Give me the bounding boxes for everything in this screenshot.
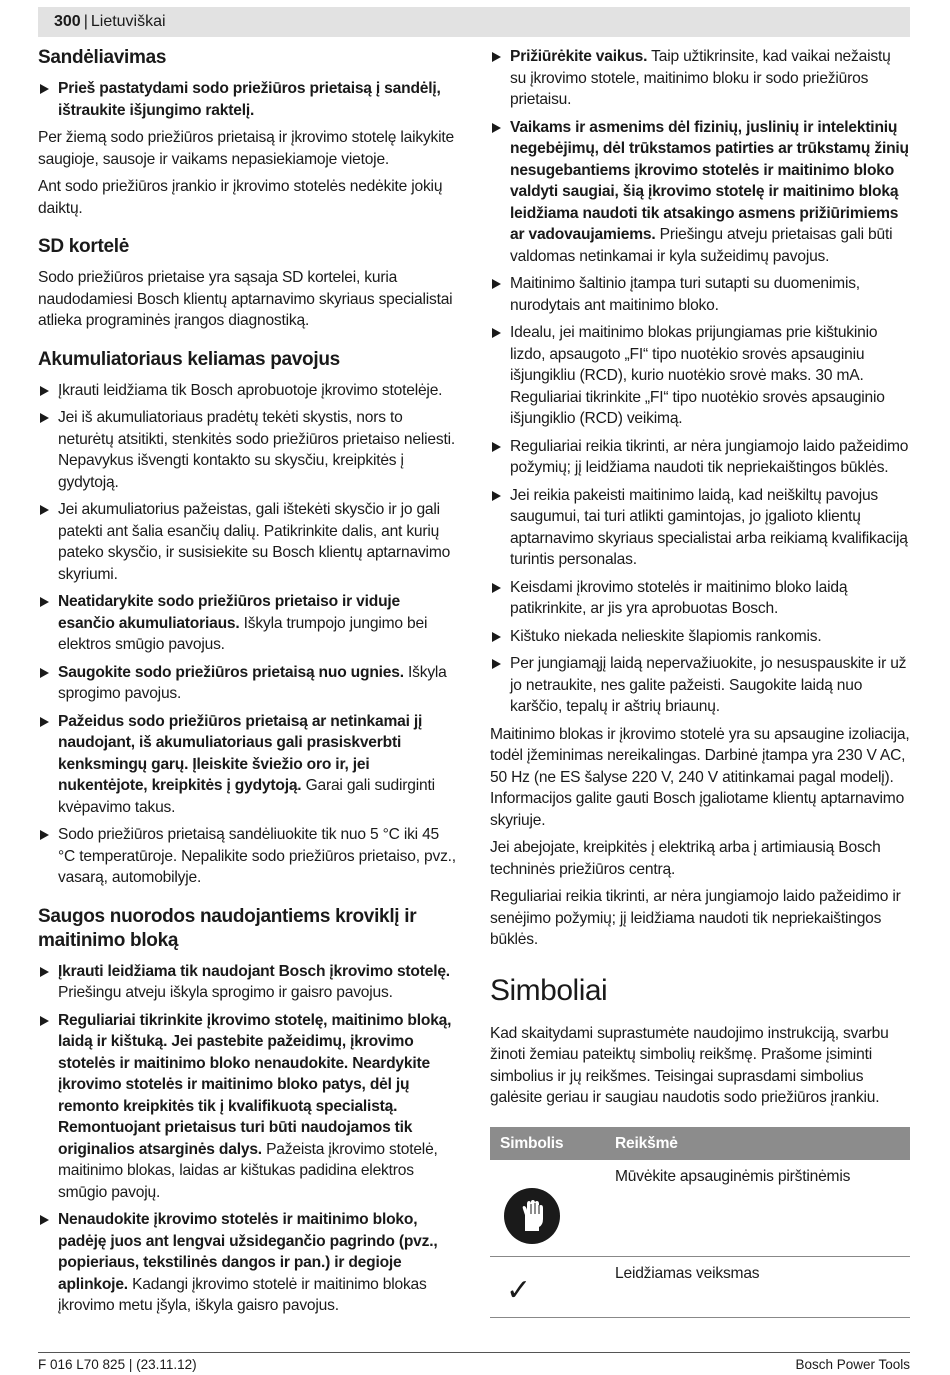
charger-bullet: Įkrauti leidžiama tik naudojant Bosch įkrovimo stotelę. Priešingu atveju iškyla sprogimo ir gaisro pavojus.	[38, 961, 458, 1004]
safety-bullet: Maitinimo šaltinio įtampa turi sutapti su duomenimis, nurodytais ant maitinimo bloko.	[490, 273, 910, 316]
service-paragraph: Jei abejojate, kreipkitės į elektriką arba į artimiausią Bosch techninės priežiūros centrą.	[490, 839, 881, 878]
safety-bullet: Jei reikia pakeisti maitinimo laidą, kad neiškiltų pavojus saugumui, tai turi atlikti gamintojas, jo įgalioto klientų aptarnavimo skyriaus specialistai arba reikiamą kvalifikaciją turintis personalas.	[490, 485, 910, 571]
header-separator: |	[83, 13, 88, 30]
safety-bullet: Idealu, jei maitinimo blokas prijungiamas prie kištukinio lizdo, apsaugoto „FI“ tipo nuotėkio srovės apsauginiu išjungikliu (RCD), kurio nuotėkio srovė maks. 30 mA. Reguliariai tikrinkite „FI“ tipo nuotėkio srovės apsauginio išjungiklio (RCD) veikimą.	[490, 322, 910, 430]
safety-bullet: Prižiūrėkite vaikus. Taip užtikrinsite, kad vaikai nežaistų su įkrovimo stotele, maitinimo bloku ir sodo priežiūros prietaisu.	[490, 46, 910, 111]
bullet-arrow-icon	[492, 123, 501, 133]
symbol-column-header: Simbolis	[490, 1127, 605, 1161]
bullet-arrow-icon	[492, 632, 501, 642]
bullet-arrow-icon	[40, 1215, 49, 1225]
battery-bullet: Sodo priežiūros prietaisą sandėliuokite tik nuo 5 °C iki 45 °C temperatūroje. Nepalikite sodo priežiūros prietaiso, pvz., vasarą, automobilyje.	[38, 824, 458, 889]
bullet-arrow-icon	[40, 830, 49, 840]
safety-bullet: Vaikams ir asmenims dėl fizinių, juslinių ir intelektinių negebėjimų, dėl trūkstamos patirties ar trūkstamų žinių nesugebantiems įkrovimo stotelės ir maitinimo bloko valdyti saugiai, šią įkrovimo stotelę ir maitinimo bloką leidžiama naudoti tik atsakingo asmens prižiūrimiems ar vadovaujamiems. Priešingu atveju prietaisas gali būti valdomas netinkamai ir kyla sužeidimų pavojus.	[490, 117, 910, 268]
bullet-arrow-icon	[40, 597, 49, 607]
bullet-arrow-icon	[40, 1016, 49, 1026]
left-column	[38, 46, 458, 1323]
bullet-arrow-icon	[40, 717, 49, 727]
battery-bullet: Pažeidus sodo priežiūros prietaisą ar netinkamai jį naudojant, iš akumuliatoriaus gali prasiskverbti kenksmingų garų. Įleiskite šviežio oro ir, jei nukentėjote, kreipkitės į gydytoją. Garai gali sudirginti kvėpavimo takus.	[38, 711, 458, 819]
bullet-arrow-icon	[40, 413, 49, 423]
page-footer	[38, 1352, 910, 1372]
sd-heading: SD kortelė	[38, 236, 129, 257]
checkmark-icon: ✓	[506, 1273, 531, 1308]
battery-bullet: Jei akumuliatorius pažeistas, gali ištekėti skysčio ir jo gali patekti ant šalia esančių dalių. Patikrinkite dalis, ant kurių pateko skysčio, ir susisiekite su Bosch klientų aptarnavimo skyriumi.	[38, 499, 458, 585]
storage-heading: Sandėliavimas	[38, 47, 167, 68]
meaning-cell: Leidžiamas veiksmas	[605, 1257, 910, 1318]
safety-bullet: Reguliariai reikia tikrinti, ar nėra jungiamojo laido pažeidimo požymių; jį leidžiama naudoti tik nepriekaištingos būklės.	[490, 436, 910, 479]
bullet-arrow-icon	[492, 491, 501, 501]
document-code: F 016 L70 825 | (23.11.12)	[38, 1357, 197, 1372]
cable-check-paragraph: Reguliariai reikia tikrinti, ar nėra jungiamojo laido pažeidimo ir senėjimo požymių; jį leidžiama naudoti tik nepriekaištingos būklės.	[490, 888, 901, 948]
safety-bullet: Kištuko niekada nelieskite šlapiomis rankomis.	[490, 626, 910, 648]
bullet-arrow-icon	[40, 668, 49, 678]
bullet-arrow-icon	[40, 386, 49, 396]
bullet-arrow-icon	[492, 328, 501, 338]
bullet-arrow-icon	[492, 659, 501, 669]
bullet-arrow-icon	[40, 967, 49, 977]
battery-bullet: Įkrauti leidžiama tik Bosch aprobuotoje įkrovimo stotelėje.	[38, 380, 458, 402]
symbols-table	[490, 1127, 910, 1319]
page-header	[38, 7, 910, 37]
gloves-icon	[504, 1188, 560, 1244]
storage-paragraph: Per žiemą sodo priežiūros prietaisą ir įkrovimo stotelę laikykite saugioje, sausoje ir vaikams nepasiekiamoje vietoje.	[38, 129, 454, 168]
storage-paragraph: Ant sodo priežiūros įrankio ir įkrovimo stotelės nedėkite jokių daiktų.	[38, 178, 443, 217]
insulation-paragraph: Maitinimo blokas ir įkrovimo stotelė yra su apsaugine izoliacija, todėl įžeminimas nereikalingas. Darbinė įtampa yra 230 V AC, 50 Hz (ne ES šalyse 220 V, 240 V atitinkamai pagal modelį). Informacijos galite gauti Bosch įgaliotame klientų aptarnavimo skyriuje.	[490, 725, 910, 829]
bullet-arrow-icon	[40, 505, 49, 515]
header-language: Lietuviškai	[90, 13, 166, 30]
meaning-cell: Mūvėkite apsauginėmis pirštinėmis	[605, 1160, 910, 1257]
bullet-arrow-icon	[492, 442, 501, 452]
page-number: 300	[54, 13, 81, 30]
storage-bullet: Prieš pastatydami sodo priežiūros prietaisą į sandėlį, ištraukite išjungimo raktelį.	[38, 78, 458, 121]
bullet-arrow-icon	[40, 84, 49, 94]
charger-bullet: Nenaudokite įkrovimo stotelės ir maitinimo bloko, padėję juos ant lengvai užsidegančio pagrindo (pvz., popieriaus, tekstilinės dangos ir pan.) ir degioje aplinkoje. Kadangi įkrovimo stotelė ir maitinimo blokas įkrovimo metu įšyla, iškyla gaisro pavojus.	[38, 1209, 458, 1317]
battery-heading: Akumuliatoriaus keliamas pavojus	[38, 348, 340, 370]
sd-paragraph: Sodo priežiūros prietaise yra sąsaja SD kortelei, kuria naudodamiesi Bosch klientų aptarnavimo skyriaus specialistai atlieka programinės įrangos diagnostiką.	[38, 269, 453, 329]
battery-bullet: Jei iš akumuliatoriaus pradėtų tekėti skystis, nors to neturėtų atsitikti, stenkitės sodo priežiūros prietaiso neliesti. Nepavykus išvengti kontakto su skysčiu, kreipkitės į gydytoją.	[38, 407, 458, 493]
symbols-heading: Simboliai	[490, 973, 608, 1007]
meaning-column-header: Reikšmė	[605, 1127, 910, 1161]
battery-bullet: Neatidarykite sodo priežiūros prietaiso ir viduje esančio akumuliatoriaus. Iškyla trumpojo jungimo bei elektros smūgio pavojus.	[38, 591, 458, 656]
right-column	[490, 46, 910, 1318]
bullet-arrow-icon	[492, 279, 501, 289]
charger-heading: Saugos nuorodos naudojantiems kroviklį ir maitinimo bloką	[38, 905, 417, 951]
charger-bullet: Reguliariai tikrinkite įkrovimo stotelę, maitinimo bloką, laidą ir kištuką. Jei pastebite pažeidimų, įkrovimo stotelės ir maitinimo bloko nenaudokite. Neardykite įkrovimo stotelės ir maitinimo bloko patys, dėl jų remonto kreipkitės tik į kvalifikuotą specialistą. Remontuojant prietaisus turi būti naudojamos tik originalios atsarginės dalys. Pažeista įkrovimo stotelė, maitinimo blokas, laidas ar kištukas padidina elektros smūgio pavojų.	[38, 1010, 458, 1204]
symbols-intro: Kad skaitydami suprastumėte naudojimo instrukciją, svarbu žinoti žemiau pateiktų simbolių reikšmę. Prašome įsiminti simbolius ir jų reikšmes. Teisingai suprasdami simbolius galėsite geriau ir saugiau naudotis sodo priežiūros įrankiu.	[490, 1024, 889, 1106]
table-row	[490, 1257, 910, 1318]
safety-bullet: Per jungiamąjį laidą nepervažiuokite, jo nesuspauskite ir už jo netraukite, nes galite pažeisti. Saugokite laidą nuo karščio, tepalų ir aštrių briaunų.	[490, 653, 910, 718]
brand-footer: Bosch Power Tools	[795, 1357, 910, 1372]
safety-bullet: Keisdami įkrovimo stotelės ir maitinimo bloko laidą patikrinkite, ar jis yra aprobuotas Bosch.	[490, 577, 910, 620]
bullet-arrow-icon	[492, 583, 501, 593]
battery-bullet: Saugokite sodo priežiūros prietaisą nuo ugnies. Iškyla sprogimo pavojus.	[38, 662, 458, 705]
table-row	[490, 1160, 910, 1257]
bullet-arrow-icon	[492, 52, 501, 62]
